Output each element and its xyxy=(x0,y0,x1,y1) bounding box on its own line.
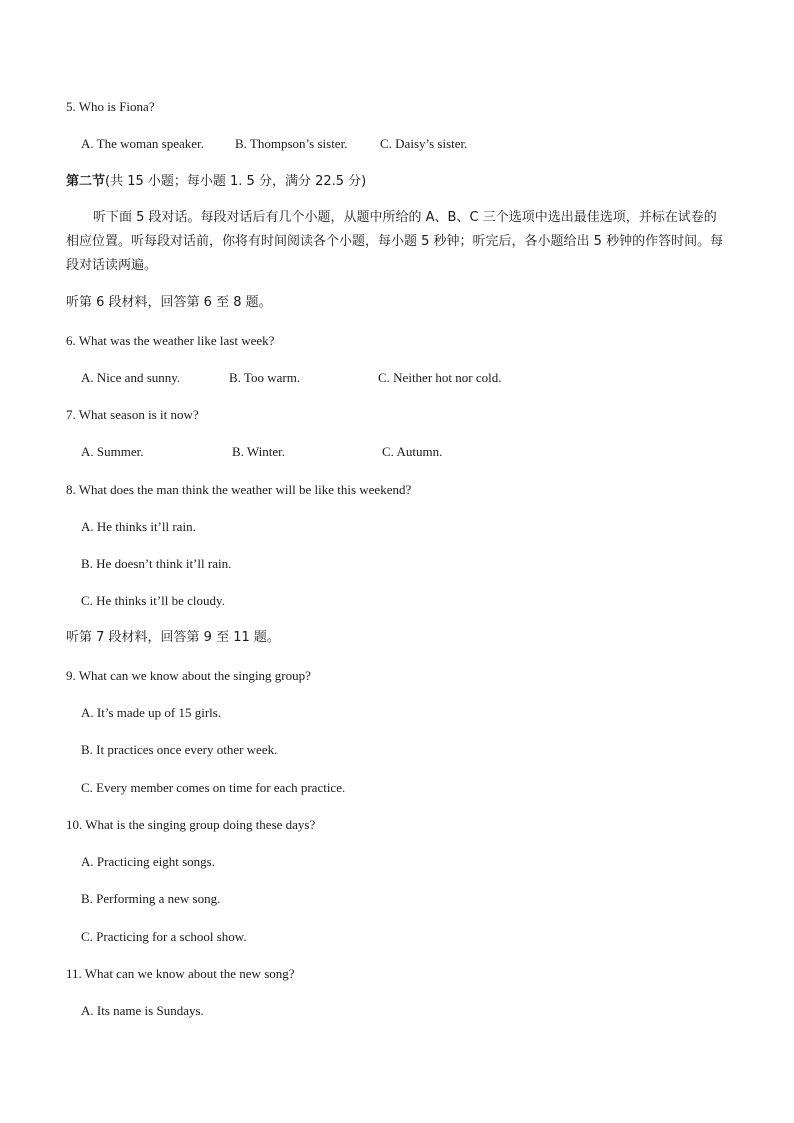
q8-option-a: A. He thinks it’ll rain. xyxy=(81,519,196,534)
passage-6-heading: 听第 6 段材料，回答第 6 至 8 题。 xyxy=(66,295,272,310)
q7-option-b: B. Winter. xyxy=(232,444,286,459)
q10-option-b: B. Performing a new song. xyxy=(81,891,221,906)
q8-option-c: C. He thinks it’ll be cloudy. xyxy=(81,593,225,608)
q10-option-a: A. Practicing eight songs. xyxy=(81,854,215,869)
q5-option-b: B. Thompson’s sister. xyxy=(235,136,348,151)
section-instructions: 听下面 5 段对话。每段对话后有几个小题，从题中所给的 A、B、C 三个选项中选出最佳选项，并标在试卷的相应位置。听每段对话前，你将有时间阅读各个小题，每小题 5 秒钟；听完后，各小题给出 5 秒钟的作答时间。每段对话读两遍。 xyxy=(66,210,724,273)
q6-option-b: B. Too warm. xyxy=(229,370,301,385)
section-subtitle: (共 15 小题；每小题 1. 5 分，满分 22.5 分) xyxy=(105,174,367,189)
question-6: 6. What was the weather like last week? xyxy=(66,333,275,348)
question-7: 7. What season is it now? xyxy=(66,407,199,422)
q9-option-b: B. It practices once every other week. xyxy=(81,742,278,757)
question-10: 10. What is the singing group doing these days? xyxy=(66,817,316,832)
question-8: 8. What does the man think the weather will be like this weekend? xyxy=(66,482,412,497)
q7-option-a: A. Summer. xyxy=(81,444,144,459)
q9-option-a: A. It’s made up of 15 girls. xyxy=(81,705,222,720)
question-5: 5. Who is Fiona? xyxy=(66,99,155,114)
q5-option-c: C. Daisy’s sister. xyxy=(380,136,468,151)
q8-option-b: B. He doesn’t think it’ll rain. xyxy=(81,556,232,571)
q7-option-c: C. Autumn. xyxy=(382,444,443,459)
question-9: 9. What can we know about the singing group? xyxy=(66,668,311,683)
section-title: 第二节 xyxy=(66,174,106,189)
passage-7-heading: 听第 7 段材料，回答第 9 至 11 题。 xyxy=(66,630,280,645)
q11-option-a: A. Its name is Sundays. xyxy=(81,1003,204,1018)
question-11: 11. What can we know about the new song? xyxy=(66,966,295,981)
q9-option-c: C. Every member comes on time for each practice. xyxy=(81,780,346,795)
q6-option-c: C. Neither hot nor cold. xyxy=(378,370,502,385)
q6-option-a: A. Nice and sunny. xyxy=(81,370,181,385)
section-header xyxy=(66,172,366,191)
q10-option-c: C. Practicing for a school show. xyxy=(81,929,247,944)
q5-option-a: A. The woman speaker. xyxy=(81,136,204,151)
